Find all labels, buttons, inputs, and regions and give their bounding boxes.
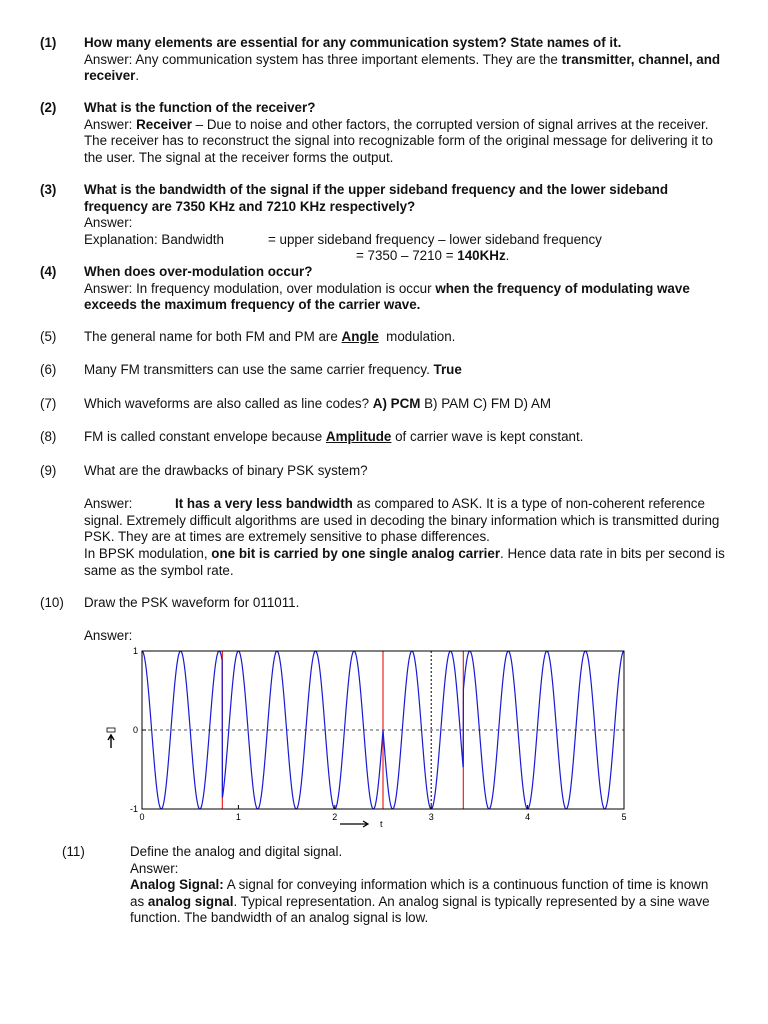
question-number: (8) — [40, 429, 57, 444]
answer-text: Analog Signal: A signal for conveying information which is a continuous function of time is known as analog signal. Typical representation. An analog signal is typically represented by a sine wave function. The bandwidth of an analog signal is low. — [130, 877, 710, 926]
y-axis-marker-icon — [107, 728, 115, 732]
question-text: FM is called constant envelope because Amplitude of carrier wave is kept constant. — [84, 429, 584, 444]
answer-label: Answer: — [84, 215, 133, 231]
x-tick-label: 5 — [621, 812, 627, 822]
question-text: What is the function of the receiver? — [84, 100, 316, 115]
question-number: (2) — [40, 100, 57, 115]
question-number: (10) — [40, 595, 64, 610]
question-text: When does over-modulation occur? — [84, 264, 313, 279]
y-axis-arrow-icon — [108, 735, 114, 748]
question-text: Define the analog and digital signal. — [130, 844, 343, 859]
answer-text: Answer: Any communication system has three important elements. They are the transmitter, channel, and receiver. — [84, 51, 721, 84]
question-text: What are the drawbacks of binary PSK system? — [84, 463, 368, 478]
y-tick-label: 0 — [132, 725, 138, 735]
x-tick-label: 1 — [235, 812, 241, 822]
x-tick-label: 2 — [332, 812, 338, 822]
question-7 — [40, 396, 730, 413]
x-tick-label: 4 — [525, 812, 531, 822]
question-text: What is the bandwidth of the signal if the upper sideband frequency and the lower sideband frequency are 7350 KHz and 7210 KHz respectively? — [84, 182, 669, 214]
x-axis-arrow-icon — [340, 821, 368, 827]
answer-text: Answer: Receiver – Due to noise and other factors, the corrupted version of signal arrives at the receiver. The receiver has to reconstruct the signal into recognizable form of the original message for delivering it to the user. The signal at the receiver forms the output. — [84, 116, 713, 165]
question-number: (7) — [40, 396, 57, 411]
y-tick-label: 1 — [132, 646, 138, 656]
question-4 — [40, 264, 730, 314]
answer-label: Answer: — [130, 860, 179, 876]
psk-waveform-chart — [100, 640, 660, 835]
question-text: Many FM transmitters can use the same carrier frequency. True — [84, 362, 462, 377]
question-number: (5) — [40, 329, 57, 344]
question-11 — [62, 844, 722, 927]
question-number: (11) — [62, 844, 85, 859]
question-number: (6) — [40, 362, 57, 377]
explanation-line: Explanation: Bandwidth = upper sideband frequency – lower sideband frequency — [84, 231, 602, 247]
question-10 — [40, 595, 730, 645]
answer-label: Answer: — [84, 628, 133, 644]
question-number: (3) — [40, 182, 57, 197]
x-axis-label: t — [380, 819, 383, 829]
question-text: The general name for both FM and PM are Angle modulation. — [84, 329, 456, 344]
explanation-result: = 7350 – 7210 = 140KHz. — [356, 248, 510, 264]
question-9 — [40, 463, 730, 579]
question-5 — [40, 329, 730, 346]
question-1 — [40, 35, 730, 85]
x-tick-label: 0 — [139, 812, 145, 822]
question-text: Draw the PSK waveform for 011011. — [84, 595, 300, 610]
question-number: (9) — [40, 463, 57, 478]
x-tick-label: 3 — [428, 812, 434, 822]
answer-text-2: In BPSK modulation, one bit is carried by one single analog carrier. Hence data rate in bits per second is same as the symbol rate. — [84, 545, 725, 578]
question-text: How many elements are essential for any communication system? State names of it. — [84, 35, 622, 50]
question-number: (1) — [40, 35, 57, 50]
question-3 — [40, 182, 730, 265]
answer-text: Answer: It has a very less bandwidth as compared to ASK. It is a type of non-coherent reference signal. Extremely difficult algorithms are used in decoding the binary information which is transmitted during PSK. They are at times are extremely sensitive to phase differences. — [84, 496, 720, 545]
question-8 — [40, 429, 730, 446]
y-tick-label: -1 — [129, 804, 138, 814]
question-6 — [40, 362, 730, 379]
question-number: (4) — [40, 264, 57, 279]
question-text: Which waveforms are also called as line codes? A) PCM B) PAM C) FM D) AM — [84, 396, 552, 411]
question-2 — [40, 100, 730, 166]
answer-text: Answer: In frequency modulation, over modulation is occur when the frequency of modulating wave exceeds the maximum frequency of the carrier wave. — [84, 280, 690, 313]
